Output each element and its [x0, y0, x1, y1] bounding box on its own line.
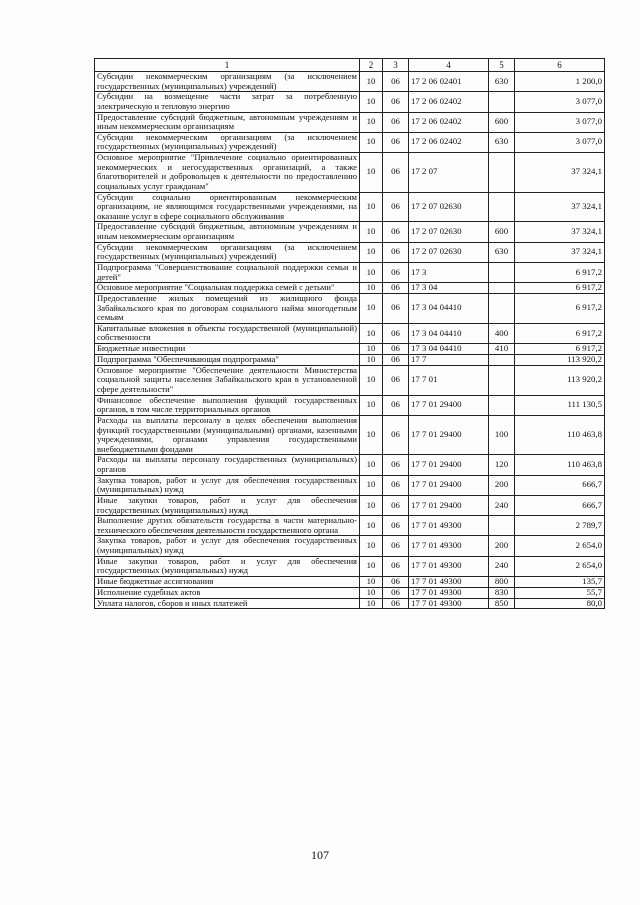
expense-name-cell: Основное мероприятие "Обеспечение деятельности Министерства социальной защиты населения Забайкальского края в установленной сфере деятельности"	[95, 365, 360, 395]
section-code-cell: 10	[360, 262, 383, 282]
amount-cell: 37 324,1	[515, 192, 605, 222]
expense-type-cell: 850	[489, 598, 515, 609]
target-article-cell: 17 3 04	[409, 283, 489, 294]
subsection-code-cell: 06	[383, 536, 409, 556]
amount-cell: 666,7	[515, 495, 605, 515]
target-article-cell: 17 2 07 02630	[409, 242, 489, 262]
expense-type-cell: 800	[489, 576, 515, 587]
subsection-code-cell: 06	[383, 262, 409, 282]
section-code-cell: 10	[360, 365, 383, 395]
section-code-cell: 10	[360, 475, 383, 495]
subsection-code-cell: 06	[383, 395, 409, 415]
expense-type-cell	[489, 283, 515, 294]
amount-cell: 6 917,2	[515, 323, 605, 343]
table-header-row	[95, 59, 605, 72]
section-code-cell: 10	[360, 242, 383, 262]
section-code-cell: 10	[360, 455, 383, 475]
amount-cell: 6 917,2	[515, 344, 605, 355]
expense-name-cell: Подпрограмма "Обеспечивающая подпрограмма"	[95, 354, 360, 365]
table-row	[95, 365, 605, 395]
target-article-cell: 17 7 01 49300	[409, 576, 489, 587]
section-code-cell: 10	[360, 283, 383, 294]
expense-name-cell: Расходы на выплаты персоналу в целях обеспечения выполнения функций государственными (муниципальными) органами, казенными учреждениями, органами управления государственными внебюджетными фондами	[95, 415, 360, 455]
column-header: 6	[515, 59, 605, 72]
target-article-cell: 17 7 01 29400	[409, 475, 489, 495]
expense-type-cell: 630	[489, 132, 515, 152]
subsection-code-cell: 06	[383, 293, 409, 323]
subsection-code-cell: 06	[383, 455, 409, 475]
section-code-cell: 10	[360, 354, 383, 365]
expense-name-cell: Основное мероприятие "Привлечение социально ориентированных некоммерческих и негосударственных организаций, а также благотворителей и добровольцев к деятельности по предоставлению социальных услуг гражданам"	[95, 153, 360, 193]
amount-cell: 37 324,1	[515, 242, 605, 262]
expense-type-cell: 400	[489, 323, 515, 343]
table-row	[95, 293, 605, 323]
section-code-cell: 10	[360, 112, 383, 132]
table-row	[95, 598, 605, 609]
expense-type-cell	[489, 365, 515, 395]
expense-name-cell: Субсидии некоммерческим организациям (за исключением государственных (муниципальных) учреждений)	[95, 242, 360, 262]
amount-cell: 6 917,2	[515, 262, 605, 282]
expense-type-cell	[489, 92, 515, 112]
expense-name-cell: Закупка товаров, работ и услуг для обеспечения государственных (муниципальных) нужд	[95, 475, 360, 495]
table-row	[95, 354, 605, 365]
target-article-cell: 17 7 01 49300	[409, 587, 489, 598]
column-header: 2	[360, 59, 383, 72]
expense-type-cell: 630	[489, 242, 515, 262]
expense-name-cell: Предоставление субсидий бюджетным, автономным учреждениям и иным некоммерческим организациям	[95, 112, 360, 132]
target-article-cell: 17 7 01 29400	[409, 455, 489, 475]
subsection-code-cell: 06	[383, 323, 409, 343]
section-code-cell: 10	[360, 576, 383, 587]
section-code-cell: 10	[360, 293, 383, 323]
section-code-cell: 10	[360, 153, 383, 193]
expense-type-cell	[489, 354, 515, 365]
table-row	[95, 495, 605, 515]
section-code-cell: 10	[360, 395, 383, 415]
target-article-cell: 17 2 06 02402	[409, 92, 489, 112]
amount-cell: 111 130,5	[515, 395, 605, 415]
table-row	[95, 536, 605, 556]
section-code-cell: 10	[360, 323, 383, 343]
section-code-cell: 10	[360, 587, 383, 598]
expense-name-cell: Закупка товаров, работ и услуг для обеспечения государственных (муниципальных) нужд	[95, 536, 360, 556]
subsection-code-cell: 06	[383, 222, 409, 242]
subsection-code-cell: 06	[383, 283, 409, 294]
expense-type-cell	[489, 395, 515, 415]
expense-name-cell: Субсидии социально ориентированным некоммерческим организациям, не являющимся государственными учреждениями, на оказание услуг в сфере социального обслуживания	[95, 192, 360, 222]
amount-cell: 2 789,7	[515, 516, 605, 536]
column-header: 1	[95, 59, 360, 72]
subsection-code-cell: 06	[383, 192, 409, 222]
expense-name-cell: Финансовое обеспечение выполнения функций государственных органов, в том числе территориальных органов	[95, 395, 360, 415]
expense-type-cell	[489, 262, 515, 282]
expense-type-cell: 120	[489, 455, 515, 475]
section-code-cell: 10	[360, 536, 383, 556]
section-code-cell: 10	[360, 516, 383, 536]
expense-name-cell: Иные закупки товаров, работ и услуг для обеспечения государственных (муниципальных) нужд	[95, 495, 360, 515]
section-code-cell: 10	[360, 495, 383, 515]
target-article-cell: 17 2 07	[409, 153, 489, 193]
table-row	[95, 192, 605, 222]
section-code-cell: 10	[360, 132, 383, 152]
expense-type-cell	[489, 516, 515, 536]
subsection-code-cell: 06	[383, 587, 409, 598]
expense-type-cell: 600	[489, 222, 515, 242]
table-row	[95, 92, 605, 112]
target-article-cell: 17 2 07 02630	[409, 222, 489, 242]
table-row	[95, 153, 605, 193]
subsection-code-cell: 06	[383, 415, 409, 455]
target-article-cell: 17 7 01 49300	[409, 516, 489, 536]
amount-cell: 1 200,0	[515, 72, 605, 92]
target-article-cell: 17 3 04 04410	[409, 323, 489, 343]
target-article-cell: 17 7 01	[409, 365, 489, 395]
section-code-cell: 10	[360, 92, 383, 112]
amount-cell: 80,0	[515, 598, 605, 609]
expense-type-cell	[489, 192, 515, 222]
subsection-code-cell: 06	[383, 72, 409, 92]
target-article-cell: 17 7 01 49300	[409, 556, 489, 576]
expense-name-cell: Расходы на выплаты персоналу государственных (муниципальных) органов	[95, 455, 360, 475]
subsection-code-cell: 06	[383, 365, 409, 395]
expense-type-cell: 200	[489, 536, 515, 556]
target-article-cell: 17 3	[409, 262, 489, 282]
subsection-code-cell: 06	[383, 354, 409, 365]
expense-name-cell: Иные бюджетные ассигнования	[95, 576, 360, 587]
page-number: 107	[311, 848, 329, 862]
amount-cell: 37 324,1	[515, 222, 605, 242]
target-article-cell: 17 7 01 49300	[409, 598, 489, 609]
subsection-code-cell: 06	[383, 92, 409, 112]
column-header: 4	[409, 59, 489, 72]
amount-cell: 3 077,0	[515, 112, 605, 132]
amount-cell: 110 463,8	[515, 455, 605, 475]
subsection-code-cell: 06	[383, 112, 409, 132]
amount-cell: 110 463,8	[515, 415, 605, 455]
table-row	[95, 576, 605, 587]
section-code-cell: 10	[360, 192, 383, 222]
section-code-cell: 10	[360, 222, 383, 242]
expense-name-cell: Основное мероприятие "Социальная поддержка семей с детьми"	[95, 283, 360, 294]
target-article-cell: 17 2 06 02402	[409, 112, 489, 132]
expense-name-cell: Предоставление жилых помещений из жилищного фонда Забайкальского края по договорам социального найма многодетным семьям	[95, 293, 360, 323]
section-code-cell: 10	[360, 556, 383, 576]
target-article-cell: 17 2 07 02630	[409, 192, 489, 222]
amount-cell: 3 077,0	[515, 92, 605, 112]
expense-name-cell: Субсидии некоммерческим организациям (за исключением государственных (муниципальных) учреждений)	[95, 72, 360, 92]
target-article-cell: 17 7 01 29400	[409, 395, 489, 415]
table-row	[95, 132, 605, 152]
subsection-code-cell: 06	[383, 576, 409, 587]
expense-name-cell: Подпрограмма "Совершенствование социальной поддержки семьи и детей"	[95, 262, 360, 282]
section-code-cell: 10	[360, 598, 383, 609]
table-row	[95, 516, 605, 536]
section-code-cell: 10	[360, 415, 383, 455]
target-article-cell: 17 3 04 04410	[409, 293, 489, 323]
expense-type-cell: 240	[489, 556, 515, 576]
column-header: 5	[489, 59, 515, 72]
subsection-code-cell: 06	[383, 556, 409, 576]
expense-name-cell: Бюджетные инвестиции	[95, 344, 360, 355]
table-row	[95, 72, 605, 92]
amount-cell: 113 920,2	[515, 365, 605, 395]
subsection-code-cell: 06	[383, 598, 409, 609]
expense-type-cell: 100	[489, 415, 515, 455]
table-row	[95, 344, 605, 355]
table-row	[95, 242, 605, 262]
expense-type-cell	[489, 293, 515, 323]
section-code-cell: 10	[360, 344, 383, 355]
expense-type-cell: 410	[489, 344, 515, 355]
table-row	[95, 283, 605, 294]
table-row	[95, 112, 605, 132]
table-row	[95, 587, 605, 598]
expense-type-cell	[489, 153, 515, 193]
subsection-code-cell: 06	[383, 132, 409, 152]
expense-type-cell: 200	[489, 475, 515, 495]
expense-name-cell: Субсидии некоммерческим организациям (за исключением государственных (муниципальных) учреждений)	[95, 132, 360, 152]
table-row	[95, 395, 605, 415]
expense-name-cell: Исполнение судебных актов	[95, 587, 360, 598]
expense-type-cell: 240	[489, 495, 515, 515]
expense-name-cell: Выполнение других обязательств государства в части материально-технического обеспечения деятельности государственного органа	[95, 516, 360, 536]
subsection-code-cell: 06	[383, 344, 409, 355]
table-row	[95, 222, 605, 242]
target-article-cell: 17 7 01 29400	[409, 415, 489, 455]
section-code-cell: 10	[360, 72, 383, 92]
amount-cell: 3 077,0	[515, 132, 605, 152]
amount-cell: 37 324,1	[515, 153, 605, 193]
amount-cell: 666,7	[515, 475, 605, 495]
amount-cell: 113 920,2	[515, 354, 605, 365]
expense-name-cell: Субсидии на возмещение части затрат за потребленную электрическую и тепловую энергию	[95, 92, 360, 112]
expense-type-cell: 830	[489, 587, 515, 598]
target-article-cell: 17 2 06 02401	[409, 72, 489, 92]
table-body	[95, 72, 605, 609]
target-article-cell: 17 3 04 04410	[409, 344, 489, 355]
subsection-code-cell: 06	[383, 153, 409, 193]
budget-table	[94, 58, 605, 609]
subsection-code-cell: 06	[383, 242, 409, 262]
amount-cell: 2 654,0	[515, 556, 605, 576]
table-row	[95, 556, 605, 576]
target-article-cell: 17 7	[409, 354, 489, 365]
target-article-cell: 17 7 01 49300	[409, 536, 489, 556]
table-row	[95, 323, 605, 343]
subsection-code-cell: 06	[383, 475, 409, 495]
subsection-code-cell: 06	[383, 516, 409, 536]
expense-name-cell: Предоставление субсидий бюджетным, автономным учреждениям и иным некоммерческим организациям	[95, 222, 360, 242]
amount-cell: 2 654,0	[515, 536, 605, 556]
expense-type-cell: 600	[489, 112, 515, 132]
target-article-cell: 17 7 01 29400	[409, 495, 489, 515]
subsection-code-cell: 06	[383, 495, 409, 515]
expense-name-cell: Иные закупки товаров, работ и услуг для обеспечения государственных (муниципальных) нужд	[95, 556, 360, 576]
table-row	[95, 455, 605, 475]
target-article-cell: 17 2 06 02402	[409, 132, 489, 152]
table-row	[95, 415, 605, 455]
table-row	[95, 262, 605, 282]
table-row	[95, 475, 605, 495]
amount-cell: 6 917,2	[515, 283, 605, 294]
expense-name-cell: Уплата налогов, сборов и иных платежей	[95, 598, 360, 609]
amount-cell: 55,7	[515, 587, 605, 598]
amount-cell: 6 917,2	[515, 293, 605, 323]
expense-type-cell: 630	[489, 72, 515, 92]
column-header: 3	[383, 59, 409, 72]
expense-name-cell: Капитальные вложения в объекты государственной (муниципальной) собственности	[95, 323, 360, 343]
amount-cell: 135,7	[515, 576, 605, 587]
